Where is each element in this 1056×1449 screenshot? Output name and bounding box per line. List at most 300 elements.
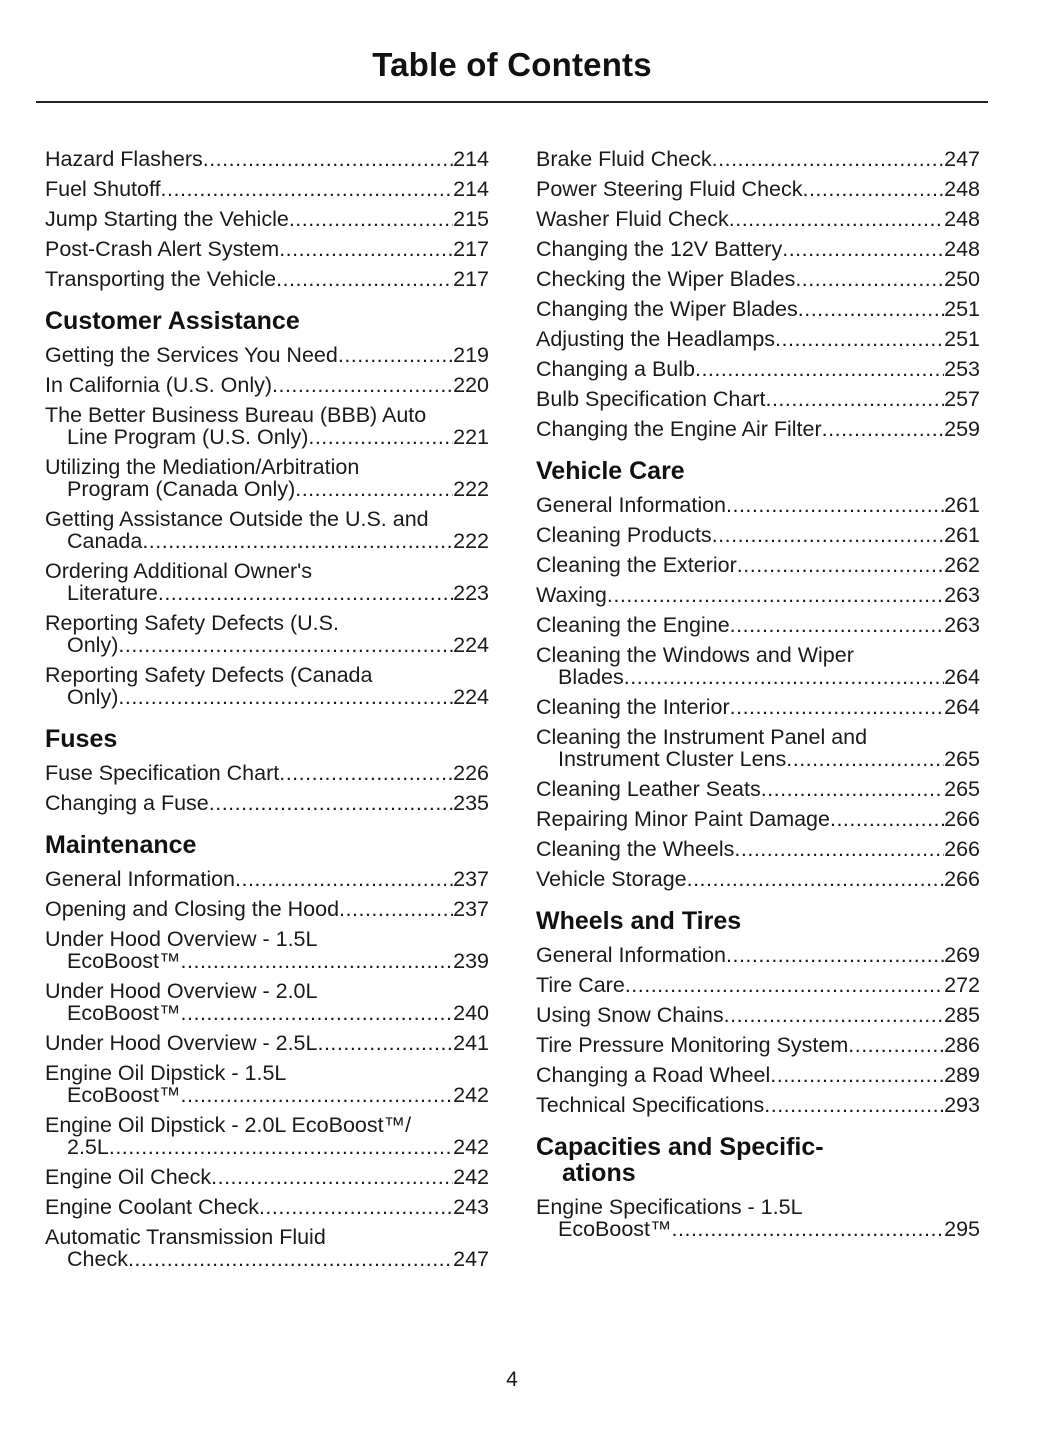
toc-entry[interactable] bbox=[536, 358, 980, 380]
toc-entry[interactable] bbox=[536, 494, 980, 516]
toc-entry-page: 226 bbox=[453, 761, 489, 785]
toc-entry[interactable] bbox=[536, 268, 980, 290]
toc-entry-row bbox=[45, 1166, 489, 1188]
dot-leader bbox=[339, 898, 453, 920]
section-heading-line: Capacities and Specific- bbox=[536, 1133, 824, 1161]
section-heading-line: ations bbox=[562, 1159, 636, 1187]
toc-entry-row bbox=[45, 1248, 489, 1270]
toc-entry[interactable] bbox=[45, 928, 489, 972]
toc-entry-title: Cleaning Products bbox=[536, 523, 712, 547]
toc-right-column bbox=[536, 148, 980, 1248]
toc-entry-page: 242 bbox=[453, 1165, 489, 1189]
dot-leader bbox=[672, 1218, 945, 1240]
toc-entry-title-line: Ordering Additional Owner's bbox=[45, 559, 313, 583]
toc-entry-page: 237 bbox=[453, 867, 489, 891]
toc-entry-row bbox=[45, 1136, 489, 1158]
toc-entry-page: 266 bbox=[944, 837, 980, 861]
toc-entry-row bbox=[536, 554, 980, 576]
toc-entry[interactable] bbox=[536, 418, 980, 440]
toc-entry-row bbox=[536, 388, 980, 410]
toc-entry-title: Changing the Engine Air Filter bbox=[536, 417, 822, 441]
toc-entry-row bbox=[45, 268, 489, 290]
toc-entry-title-line: Cleaning the Windows and Wiper bbox=[536, 643, 854, 667]
toc-entry-title-line: Utilizing the Mediation/Arbitration bbox=[45, 455, 360, 479]
toc-entry[interactable] bbox=[45, 1166, 489, 1188]
toc-entry-page: 264 bbox=[944, 695, 980, 719]
toc-entry-row bbox=[45, 426, 489, 448]
toc-entry-row bbox=[536, 524, 980, 546]
dot-leader bbox=[795, 268, 944, 290]
toc-entry-page: 253 bbox=[944, 357, 980, 381]
toc-entry-title: Post-Crash Alert System bbox=[45, 237, 280, 261]
toc-entry-row bbox=[45, 686, 489, 708]
dot-leader bbox=[308, 426, 453, 448]
toc-entry-title: Opening and Closing the Hood bbox=[45, 897, 340, 921]
toc-entry-page: 257 bbox=[944, 387, 980, 411]
toc-entry[interactable] bbox=[536, 238, 980, 260]
toc-entry-title: Brake Fluid Check bbox=[536, 147, 712, 171]
toc-group bbox=[45, 868, 489, 1270]
toc-entry-title: EcoBoost™ bbox=[67, 949, 181, 973]
toc-entry[interactable] bbox=[45, 664, 489, 708]
dot-leader bbox=[726, 944, 944, 966]
toc-entry[interactable] bbox=[45, 208, 489, 230]
section-heading: Customer Assistance bbox=[45, 307, 300, 335]
toc-entry-title-line: Under Hood Overview - 1.5L bbox=[45, 927, 318, 951]
toc-entry-row bbox=[45, 530, 489, 552]
toc-entry-row bbox=[536, 778, 980, 800]
toc-entry-title: Fuse Specification Chart bbox=[45, 761, 280, 785]
toc-entry-title-line: The Better Business Bureau (BBB) Auto bbox=[45, 403, 427, 427]
toc-entry[interactable] bbox=[45, 612, 489, 656]
dot-leader bbox=[712, 148, 944, 170]
dot-leader bbox=[764, 1094, 944, 1116]
toc-entry-title: Vehicle Storage bbox=[536, 867, 687, 891]
toc-entry-page: 295 bbox=[944, 1217, 980, 1241]
toc-entry-row bbox=[536, 178, 980, 200]
toc-entry[interactable] bbox=[45, 178, 489, 200]
dot-leader bbox=[259, 1196, 453, 1218]
toc-entry-title: Waxing bbox=[536, 583, 607, 607]
toc-entry[interactable] bbox=[45, 148, 489, 170]
toc-entry-page: 259 bbox=[944, 417, 980, 441]
toc-entry[interactable] bbox=[536, 584, 980, 606]
toc-entry-page: 224 bbox=[453, 685, 489, 709]
toc-group bbox=[536, 1196, 980, 1240]
toc-entry[interactable] bbox=[536, 208, 980, 230]
dot-leader bbox=[181, 1002, 454, 1024]
toc-entry-title: Under Hood Overview - 2.5L bbox=[45, 1031, 318, 1055]
toc-entry-row bbox=[45, 950, 489, 972]
toc-entry[interactable] bbox=[536, 554, 980, 576]
toc-entry-title: Changing the 12V Battery bbox=[536, 237, 783, 261]
toc-entry[interactable] bbox=[536, 644, 980, 688]
toc-entry-page: 247 bbox=[453, 1247, 489, 1271]
dot-leader bbox=[109, 1136, 453, 1158]
toc-entry[interactable] bbox=[536, 808, 980, 830]
toc-entry-row bbox=[536, 748, 980, 770]
toc-entry-page: 220 bbox=[453, 373, 489, 397]
toc-entry-row bbox=[536, 868, 980, 890]
dot-leader bbox=[289, 208, 453, 230]
toc-entry-row bbox=[536, 1094, 980, 1116]
section-heading: Wheels and Tires bbox=[536, 907, 742, 935]
toc-entry[interactable] bbox=[45, 560, 489, 604]
toc-entry-title: Jump Starting the Vehicle bbox=[45, 207, 289, 231]
toc-entry-page: 269 bbox=[944, 943, 980, 967]
toc-entry-title: Only) bbox=[67, 633, 119, 657]
toc-entry-title: Washer Fluid Check bbox=[536, 207, 729, 231]
toc-entry-row bbox=[536, 148, 980, 170]
toc-entry-title-line: Automatic Transmission Fluid bbox=[45, 1225, 326, 1249]
toc-entry-page: 266 bbox=[944, 867, 980, 891]
toc-entry-row bbox=[45, 868, 489, 890]
toc-entry-title: Engine Coolant Check bbox=[45, 1195, 259, 1219]
toc-entry-row bbox=[536, 1034, 980, 1056]
dot-leader bbox=[624, 666, 944, 688]
toc-entry-title: Changing a Road Wheel bbox=[536, 1063, 771, 1087]
toc-entry-title: Adjusting the Headlamps bbox=[536, 327, 776, 351]
toc-entry-title: Cleaning the Exterior bbox=[536, 553, 737, 577]
toc-entry[interactable] bbox=[45, 374, 489, 396]
toc-entry[interactable] bbox=[536, 614, 980, 636]
toc-entry-page: 215 bbox=[453, 207, 489, 231]
toc-entry-page: 214 bbox=[453, 147, 489, 171]
toc-entry-title: Blades bbox=[558, 665, 624, 689]
toc-entry-title: Tire Pressure Monitoring System bbox=[536, 1033, 849, 1057]
toc-entry-row bbox=[45, 238, 489, 260]
dot-leader bbox=[118, 686, 453, 708]
toc-entry-title: Changing a Fuse bbox=[45, 791, 209, 815]
toc-entry-row bbox=[536, 696, 980, 718]
dot-leader bbox=[761, 778, 944, 800]
toc-entry[interactable] bbox=[536, 778, 980, 800]
dot-leader bbox=[737, 554, 944, 576]
toc-entry-title-line: Cleaning the Instrument Panel and bbox=[536, 725, 868, 749]
toc-entry-title-line: Reporting Safety Defects (U.S. bbox=[45, 611, 339, 635]
toc-entry[interactable] bbox=[45, 404, 489, 448]
toc-entry-row bbox=[536, 808, 980, 830]
toc-entry-row bbox=[45, 344, 489, 366]
toc-entry-row bbox=[45, 208, 489, 230]
toc-entry-row bbox=[45, 374, 489, 396]
toc-entry-page: 289 bbox=[944, 1063, 980, 1087]
toc-entry-row bbox=[536, 614, 980, 636]
toc-entry-title-line: Reporting Safety Defects (Canada bbox=[45, 663, 373, 687]
toc-entry[interactable] bbox=[536, 328, 980, 350]
toc-entry-row bbox=[536, 584, 980, 606]
toc-entry-row bbox=[45, 634, 489, 656]
toc-entry-row bbox=[536, 1064, 980, 1086]
toc-entry-title: 2.5L bbox=[67, 1135, 109, 1159]
section-heading: Vehicle Care bbox=[536, 457, 685, 485]
toc-entry-page: 239 bbox=[453, 949, 489, 973]
toc-entry-title: Power Steering Fluid Check bbox=[536, 177, 803, 201]
toc-entry-title: Transporting the Vehicle bbox=[45, 267, 277, 291]
dot-leader bbox=[782, 238, 944, 260]
toc-entry-title: Line Program (U.S. Only) bbox=[67, 425, 309, 449]
toc-entry-title: General Information bbox=[536, 943, 727, 967]
toc-entry-page: 221 bbox=[453, 425, 489, 449]
dot-leader bbox=[295, 478, 453, 500]
toc-entry[interactable] bbox=[45, 868, 489, 890]
dot-leader bbox=[786, 748, 944, 770]
toc-entry-row bbox=[45, 898, 489, 920]
dot-leader bbox=[181, 1084, 454, 1106]
toc-entry-row bbox=[536, 974, 980, 996]
toc-entry[interactable] bbox=[45, 1062, 489, 1106]
toc-entry-row bbox=[45, 762, 489, 784]
dot-leader bbox=[822, 418, 944, 440]
toc-entry-title: General Information bbox=[45, 867, 236, 891]
dot-leader bbox=[730, 614, 944, 636]
dot-leader bbox=[211, 1166, 453, 1188]
toc-entry-row bbox=[45, 1196, 489, 1218]
toc-entry-page: 272 bbox=[944, 973, 980, 997]
toc-entry-row bbox=[536, 666, 980, 688]
toc-entry[interactable] bbox=[536, 1094, 980, 1116]
toc-group bbox=[536, 944, 980, 1116]
section-heading bbox=[536, 1134, 980, 1186]
toc-entry-title: EcoBoost™ bbox=[67, 1001, 181, 1025]
toc-entry-title: Canada bbox=[67, 529, 143, 553]
toc-entry-row bbox=[536, 1004, 980, 1026]
section-heading: Fuses bbox=[45, 725, 118, 753]
toc-entry-title: Hazard Flashers bbox=[45, 147, 203, 171]
toc-entry-title-line: Engine Oil Dipstick - 1.5L bbox=[45, 1061, 287, 1085]
dot-leader bbox=[161, 178, 454, 200]
toc-entry-title: Cleaning the Interior bbox=[536, 695, 730, 719]
toc-entry-row bbox=[536, 298, 980, 320]
toc-entry-title-line: Under Hood Overview - 2.0L bbox=[45, 979, 318, 1003]
toc-group bbox=[45, 148, 489, 290]
dot-leader bbox=[128, 1248, 453, 1270]
toc-entry-title: General Information bbox=[536, 493, 727, 517]
toc-entry[interactable] bbox=[536, 1196, 980, 1240]
toc-entry-title: Literature bbox=[67, 581, 158, 605]
page-title: Table of Contents bbox=[372, 46, 652, 83]
toc-entry-page: 217 bbox=[453, 267, 489, 291]
toc-entry-page: 261 bbox=[944, 523, 980, 547]
toc-entry[interactable] bbox=[536, 944, 980, 966]
toc-entry-title-line: Engine Oil Dipstick - 2.0L EcoBoost™/ bbox=[45, 1113, 412, 1137]
toc-entry-page: 293 bbox=[944, 1093, 980, 1117]
toc-entry[interactable] bbox=[45, 792, 489, 814]
dot-leader bbox=[770, 1064, 944, 1086]
toc-entry-title: Cleaning Leather Seats bbox=[536, 777, 761, 801]
dot-leader bbox=[272, 374, 453, 396]
toc-entry-page: 248 bbox=[944, 207, 980, 231]
dot-leader bbox=[712, 524, 944, 546]
toc-entry-page: 222 bbox=[453, 529, 489, 553]
toc-entry[interactable] bbox=[536, 868, 980, 890]
toc-entry-row bbox=[536, 494, 980, 516]
toc-entry-page: 263 bbox=[944, 583, 980, 607]
toc-entry-page: 217 bbox=[453, 237, 489, 261]
toc-entry-page: 243 bbox=[453, 1195, 489, 1219]
toc-entry-row bbox=[45, 178, 489, 200]
toc-entry-title: Repairing Minor Paint Damage bbox=[536, 807, 830, 831]
toc-entry-page: 250 bbox=[944, 267, 980, 291]
toc-group bbox=[536, 148, 980, 440]
toc-entry[interactable] bbox=[45, 1226, 489, 1270]
dot-leader bbox=[209, 792, 453, 814]
dot-leader bbox=[695, 358, 944, 380]
toc-entry-title: Only) bbox=[67, 685, 119, 709]
toc-entry-row bbox=[45, 792, 489, 814]
dot-leader bbox=[338, 344, 453, 366]
toc-entry[interactable] bbox=[45, 1032, 489, 1054]
dot-leader bbox=[798, 298, 944, 320]
toc-entry[interactable] bbox=[536, 524, 980, 546]
dot-leader bbox=[726, 494, 944, 516]
toc-entry-title: Bulb Specification Chart bbox=[536, 387, 766, 411]
toc-entry[interactable] bbox=[45, 1196, 489, 1218]
page-number: 4 bbox=[506, 1368, 518, 1391]
toc-entry-row bbox=[536, 238, 980, 260]
title-divider bbox=[36, 101, 988, 103]
toc-entry-title: EcoBoost™ bbox=[67, 1083, 181, 1107]
toc-entry-page: 240 bbox=[453, 1001, 489, 1025]
toc-entry-title: Cleaning the Engine bbox=[536, 613, 730, 637]
dot-leader bbox=[730, 696, 945, 718]
toc-entry[interactable] bbox=[536, 726, 980, 770]
toc-entry-title: Checking the Wiper Blades bbox=[536, 267, 796, 291]
toc-entry-title: Getting the Services You Need bbox=[45, 343, 338, 367]
toc-entry-row bbox=[45, 582, 489, 604]
toc-entry-title: Changing the Wiper Blades bbox=[536, 297, 798, 321]
dot-leader bbox=[317, 1032, 453, 1054]
toc-entry-row bbox=[536, 268, 980, 290]
toc-entry-title: Cleaning the Wheels bbox=[536, 837, 735, 861]
dot-leader bbox=[279, 238, 453, 260]
toc-entry[interactable] bbox=[45, 762, 489, 784]
toc-entry[interactable] bbox=[536, 974, 980, 996]
toc-entry-title: Program (Canada Only) bbox=[67, 477, 296, 501]
toc-entry-row bbox=[45, 1084, 489, 1106]
toc-entry-title: Engine Oil Check bbox=[45, 1165, 212, 1189]
dot-leader bbox=[729, 208, 944, 230]
dot-leader bbox=[625, 974, 944, 996]
toc-entry-page: 248 bbox=[944, 177, 980, 201]
toc-entry[interactable] bbox=[536, 696, 980, 718]
toc-entry[interactable] bbox=[45, 980, 489, 1024]
dot-leader bbox=[203, 148, 453, 170]
toc-entry[interactable] bbox=[45, 268, 489, 290]
toc-entry-page: 262 bbox=[944, 553, 980, 577]
dot-leader bbox=[775, 328, 944, 350]
toc-entry-title: Tire Care bbox=[536, 973, 625, 997]
toc-entry[interactable] bbox=[45, 238, 489, 260]
toc-entry-page: 248 bbox=[944, 237, 980, 261]
dot-leader bbox=[181, 950, 454, 972]
dot-leader bbox=[607, 584, 944, 606]
toc-entry[interactable] bbox=[536, 1034, 980, 1056]
toc-entry-page: 264 bbox=[944, 665, 980, 689]
toc-entry[interactable] bbox=[45, 1114, 489, 1158]
toc-entry-page: 222 bbox=[453, 477, 489, 501]
toc-entry-title-line: Getting Assistance Outside the U.S. and bbox=[45, 507, 429, 531]
dot-leader bbox=[276, 268, 453, 290]
toc-entry-page: 224 bbox=[453, 633, 489, 657]
toc-entry[interactable] bbox=[536, 298, 980, 320]
dot-leader bbox=[687, 868, 945, 890]
toc-group bbox=[45, 762, 489, 814]
toc-entry-page: 235 bbox=[453, 791, 489, 815]
toc-entry-title: Changing a Bulb bbox=[536, 357, 695, 381]
toc-entry-page: 214 bbox=[453, 177, 489, 201]
dot-leader bbox=[848, 1034, 944, 1056]
toc-entry[interactable] bbox=[536, 148, 980, 170]
toc-entry[interactable] bbox=[536, 838, 980, 860]
dot-leader bbox=[158, 582, 453, 604]
toc-entry[interactable] bbox=[45, 344, 489, 366]
toc-entry-row bbox=[536, 328, 980, 350]
toc-entry-row bbox=[45, 148, 489, 170]
toc-entry-page: 285 bbox=[944, 1003, 980, 1027]
toc-entry[interactable] bbox=[536, 178, 980, 200]
toc-entry-title: Fuel Shutoff bbox=[45, 177, 161, 201]
toc-entry[interactable] bbox=[536, 1004, 980, 1026]
dot-leader bbox=[279, 762, 453, 784]
toc-entry-row bbox=[45, 1032, 489, 1054]
toc-entry-page: 242 bbox=[453, 1135, 489, 1159]
toc-entry-page: 251 bbox=[944, 327, 980, 351]
toc-entry-title: Check bbox=[67, 1247, 128, 1271]
toc-entry-page: 251 bbox=[944, 297, 980, 321]
toc-entry-page: 286 bbox=[944, 1033, 980, 1057]
toc-entry-page: 241 bbox=[453, 1031, 489, 1055]
dot-leader bbox=[734, 838, 944, 860]
dot-leader bbox=[802, 178, 944, 200]
toc-entry-row bbox=[536, 944, 980, 966]
dot-leader bbox=[765, 388, 944, 410]
toc-entry-row bbox=[45, 478, 489, 500]
toc-entry-title: In California (U.S. Only) bbox=[45, 373, 273, 397]
toc-entry-page: 219 bbox=[453, 343, 489, 367]
dot-leader bbox=[830, 808, 944, 830]
toc-entry-title: EcoBoost™ bbox=[558, 1217, 672, 1241]
toc-entry-row bbox=[45, 1002, 489, 1024]
toc-entry-row bbox=[536, 358, 980, 380]
toc-entry-page: 237 bbox=[453, 897, 489, 921]
toc-entry-row bbox=[536, 1218, 980, 1240]
toc-entry-page: 247 bbox=[944, 147, 980, 171]
toc-entry[interactable] bbox=[45, 456, 489, 500]
toc-entry-title: Using Snow Chains bbox=[536, 1003, 724, 1027]
toc-entry[interactable] bbox=[45, 508, 489, 552]
toc-entry-title-line: Engine Specifications - 1.5L bbox=[536, 1195, 803, 1219]
toc-entry[interactable] bbox=[536, 1064, 980, 1086]
toc-left-column bbox=[45, 148, 489, 1278]
toc-group bbox=[45, 344, 489, 708]
toc-entry-page: 242 bbox=[453, 1083, 489, 1107]
toc-entry-page: 265 bbox=[944, 747, 980, 771]
toc-entry-page: 223 bbox=[453, 581, 489, 605]
toc-entry-page: 263 bbox=[944, 613, 980, 637]
toc-entry[interactable] bbox=[45, 898, 489, 920]
toc-entry-row bbox=[536, 208, 980, 230]
toc-entry-page: 261 bbox=[944, 493, 980, 517]
toc-entry-title: Instrument Cluster Lens bbox=[558, 747, 787, 771]
dot-leader bbox=[142, 530, 453, 552]
toc-entry-title: Technical Specifications bbox=[536, 1093, 765, 1117]
toc-entry[interactable] bbox=[536, 388, 980, 410]
toc-entry-row bbox=[536, 838, 980, 860]
toc-entry-page: 265 bbox=[944, 777, 980, 801]
section-heading: Maintenance bbox=[45, 831, 197, 859]
toc-entry-row bbox=[536, 418, 980, 440]
